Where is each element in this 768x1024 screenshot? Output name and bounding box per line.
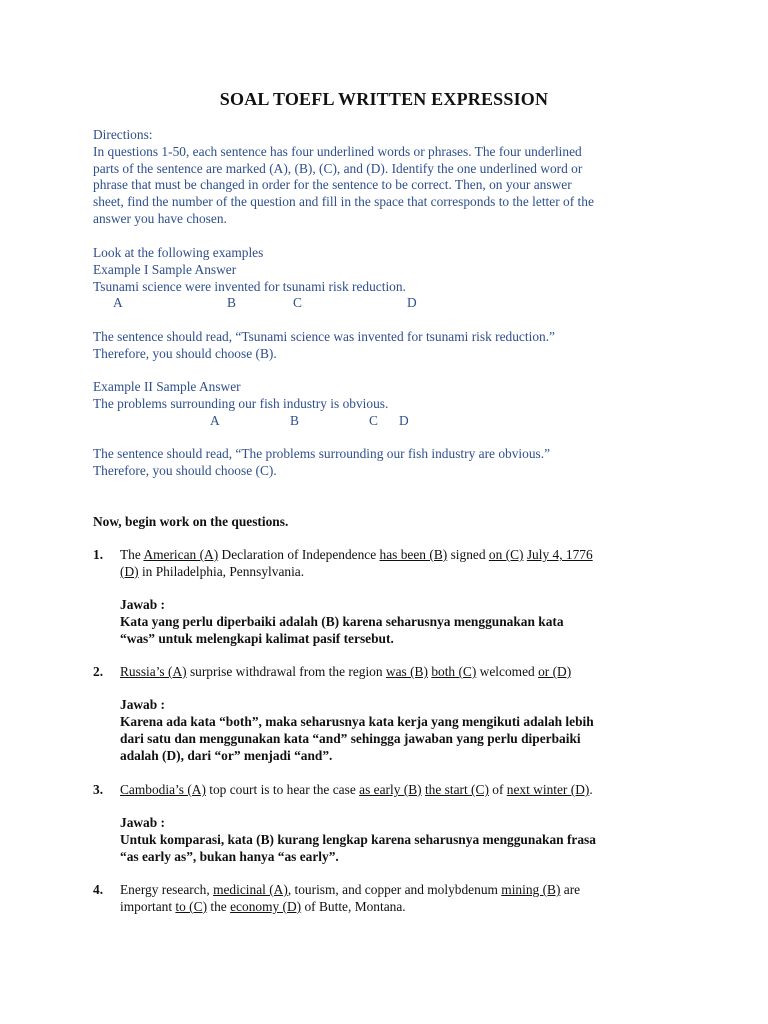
question-fragment: are: [560, 882, 581, 897]
question-fragment: .: [589, 782, 593, 797]
examples-intro: Look at the following examples: [93, 245, 264, 260]
question-number: 1.: [93, 547, 104, 562]
example-2-letter-a: A: [210, 413, 220, 428]
begin-instruction: Now, begin work on the questions.: [93, 514, 289, 529]
question-line: [120, 564, 680, 581]
answer-line: Karena ada kata “both”, maka seharusnya kata kerja yang mengikuti adalah lebih: [120, 714, 594, 729]
underlined-option: economy (D): [230, 898, 302, 914]
example-2-heading: Example II Sample Answer: [93, 379, 241, 394]
example-1-letter-d: D: [407, 295, 417, 310]
underlined-option: July 4, 1776: [526, 547, 593, 562]
example-1-choose: Therefore, you should choose (B).: [93, 345, 277, 361]
example-2-letter-b: B: [290, 413, 299, 428]
question-2-text: [120, 664, 680, 681]
question-line: [120, 899, 680, 916]
underlined-option: (D): [120, 563, 139, 579]
example-1-letter-c: C: [293, 295, 302, 310]
underlined-option: Russia’s (A): [120, 664, 187, 679]
underlined-option: Cambodia’s (A): [120, 782, 206, 797]
question-4-text: [120, 882, 680, 916]
directions-line: phrase that must be changed in order for the sentence to be correct. Then, on your answer: [93, 177, 572, 193]
example-1-letter-a: A: [113, 295, 123, 310]
question-fragment: , tourism, and copper and molybdenum: [287, 882, 502, 897]
examples-block: [93, 245, 683, 295]
answer-line: “was” untuk melengkapi kalimat pasif tersebut.: [120, 630, 394, 646]
example-2-choose: Therefore, you should choose (C).: [93, 462, 277, 478]
underlined-option: was (B): [385, 664, 428, 679]
question-2-answer: [120, 714, 680, 764]
question-fragment: Energy research,: [120, 882, 214, 897]
jawab-label: Jawab :: [120, 815, 166, 830]
answer-line: adalah (D), dari “or” menjadi “and”.: [120, 747, 333, 763]
question-1-text: [120, 547, 680, 581]
underlined-option: next winter (D): [506, 782, 590, 797]
example-2-read: The sentence should read, “The problems surrounding our fish industry are obvious.”: [93, 446, 551, 461]
question-fragment: Declaration of Independence: [218, 547, 380, 562]
question-fragment: of Butte, Montana.: [301, 898, 406, 914]
directions-line: In questions 1-50, each sentence has four underlined words or phrases. The four underlined: [93, 143, 582, 159]
question-fragment: surprise withdrawal from the region: [186, 664, 386, 679]
example-2-letter-c: C: [369, 413, 378, 428]
underlined-option: the start (C): [424, 782, 489, 797]
directions-line: sheet, find the number of the question and fill in the space that corresponds to the letter of the: [93, 194, 594, 210]
example-1-letter-b: B: [227, 295, 236, 310]
question-fragment: the: [207, 898, 231, 914]
underlined-option: has been (B): [379, 547, 448, 562]
underlined-option: American (A): [143, 547, 219, 562]
question-fragment: The: [120, 547, 144, 562]
question-line: [120, 782, 680, 799]
underlined-option: both (C): [431, 664, 477, 679]
question-line: [120, 664, 680, 681]
question-fragment: in Philadelphia, Pennsylvania.: [138, 563, 305, 579]
underlined-option: to (C): [175, 898, 208, 914]
answer-line: dari satu dan menggunakan kata “and” sehingga jawaban yang perlu diperbaiki: [120, 730, 581, 746]
question-fragment: important: [120, 898, 176, 914]
directions-heading: Directions:: [93, 127, 153, 142]
question-3-answer: [120, 832, 680, 866]
question-fragment: signed: [447, 547, 489, 562]
answer-line: Untuk komparasi, kata (B) kurang lengkap karena seharusnya menggunakan frasa: [120, 832, 596, 847]
answer-line: Kata yang perlu diperbaiki adalah (B) karena seharusnya menggunakan kata: [120, 614, 564, 629]
directions-block: [93, 127, 683, 228]
question-line: [120, 547, 680, 564]
underlined-option: on (C): [488, 547, 524, 562]
jawab-label: Jawab :: [120, 597, 166, 612]
question-fragment: top court is to hear the case: [205, 782, 360, 797]
question-1-answer: [120, 614, 680, 648]
jawab-label: Jawab :: [120, 697, 166, 712]
example-2-explanation: [93, 446, 683, 480]
question-line: [120, 882, 680, 899]
directions-line: parts of the sentence are marked (A), (B), (C), and (D). Identify the one underlined word or: [93, 160, 583, 176]
underlined-option: mining (B): [501, 882, 561, 897]
example-1-sentence: Tsunami science were invented for tsunami risk reduction.: [93, 278, 406, 294]
underlined-option: medicinal (A): [213, 882, 288, 897]
question-number: 4.: [93, 882, 104, 897]
question-number: 2.: [93, 664, 104, 679]
example-1-explanation: [93, 329, 683, 363]
underlined-option: or (D): [538, 664, 572, 679]
example-2-block: [93, 379, 683, 413]
example-1-heading: Example I Sample Answer: [93, 261, 237, 277]
answer-line: “as early as”, bukan hanya “as early”.: [120, 848, 339, 864]
example-1-read: The sentence should read, “Tsunami science was invented for tsunami risk reduction.”: [93, 329, 556, 344]
example-2-sentence: The problems surrounding our fish industry is obvious.: [93, 395, 389, 411]
underlined-option: as early (B): [359, 782, 422, 797]
directions-line: answer you have chosen.: [93, 210, 227, 226]
question-fragment: of: [488, 782, 507, 797]
question-fragment: welcomed: [476, 664, 539, 679]
question-number: 3.: [93, 782, 104, 797]
example-2-letter-d: D: [399, 413, 409, 428]
question-3-text: [120, 782, 680, 799]
document-title: SOAL TOEFL WRITTEN EXPRESSION: [219, 89, 549, 109]
